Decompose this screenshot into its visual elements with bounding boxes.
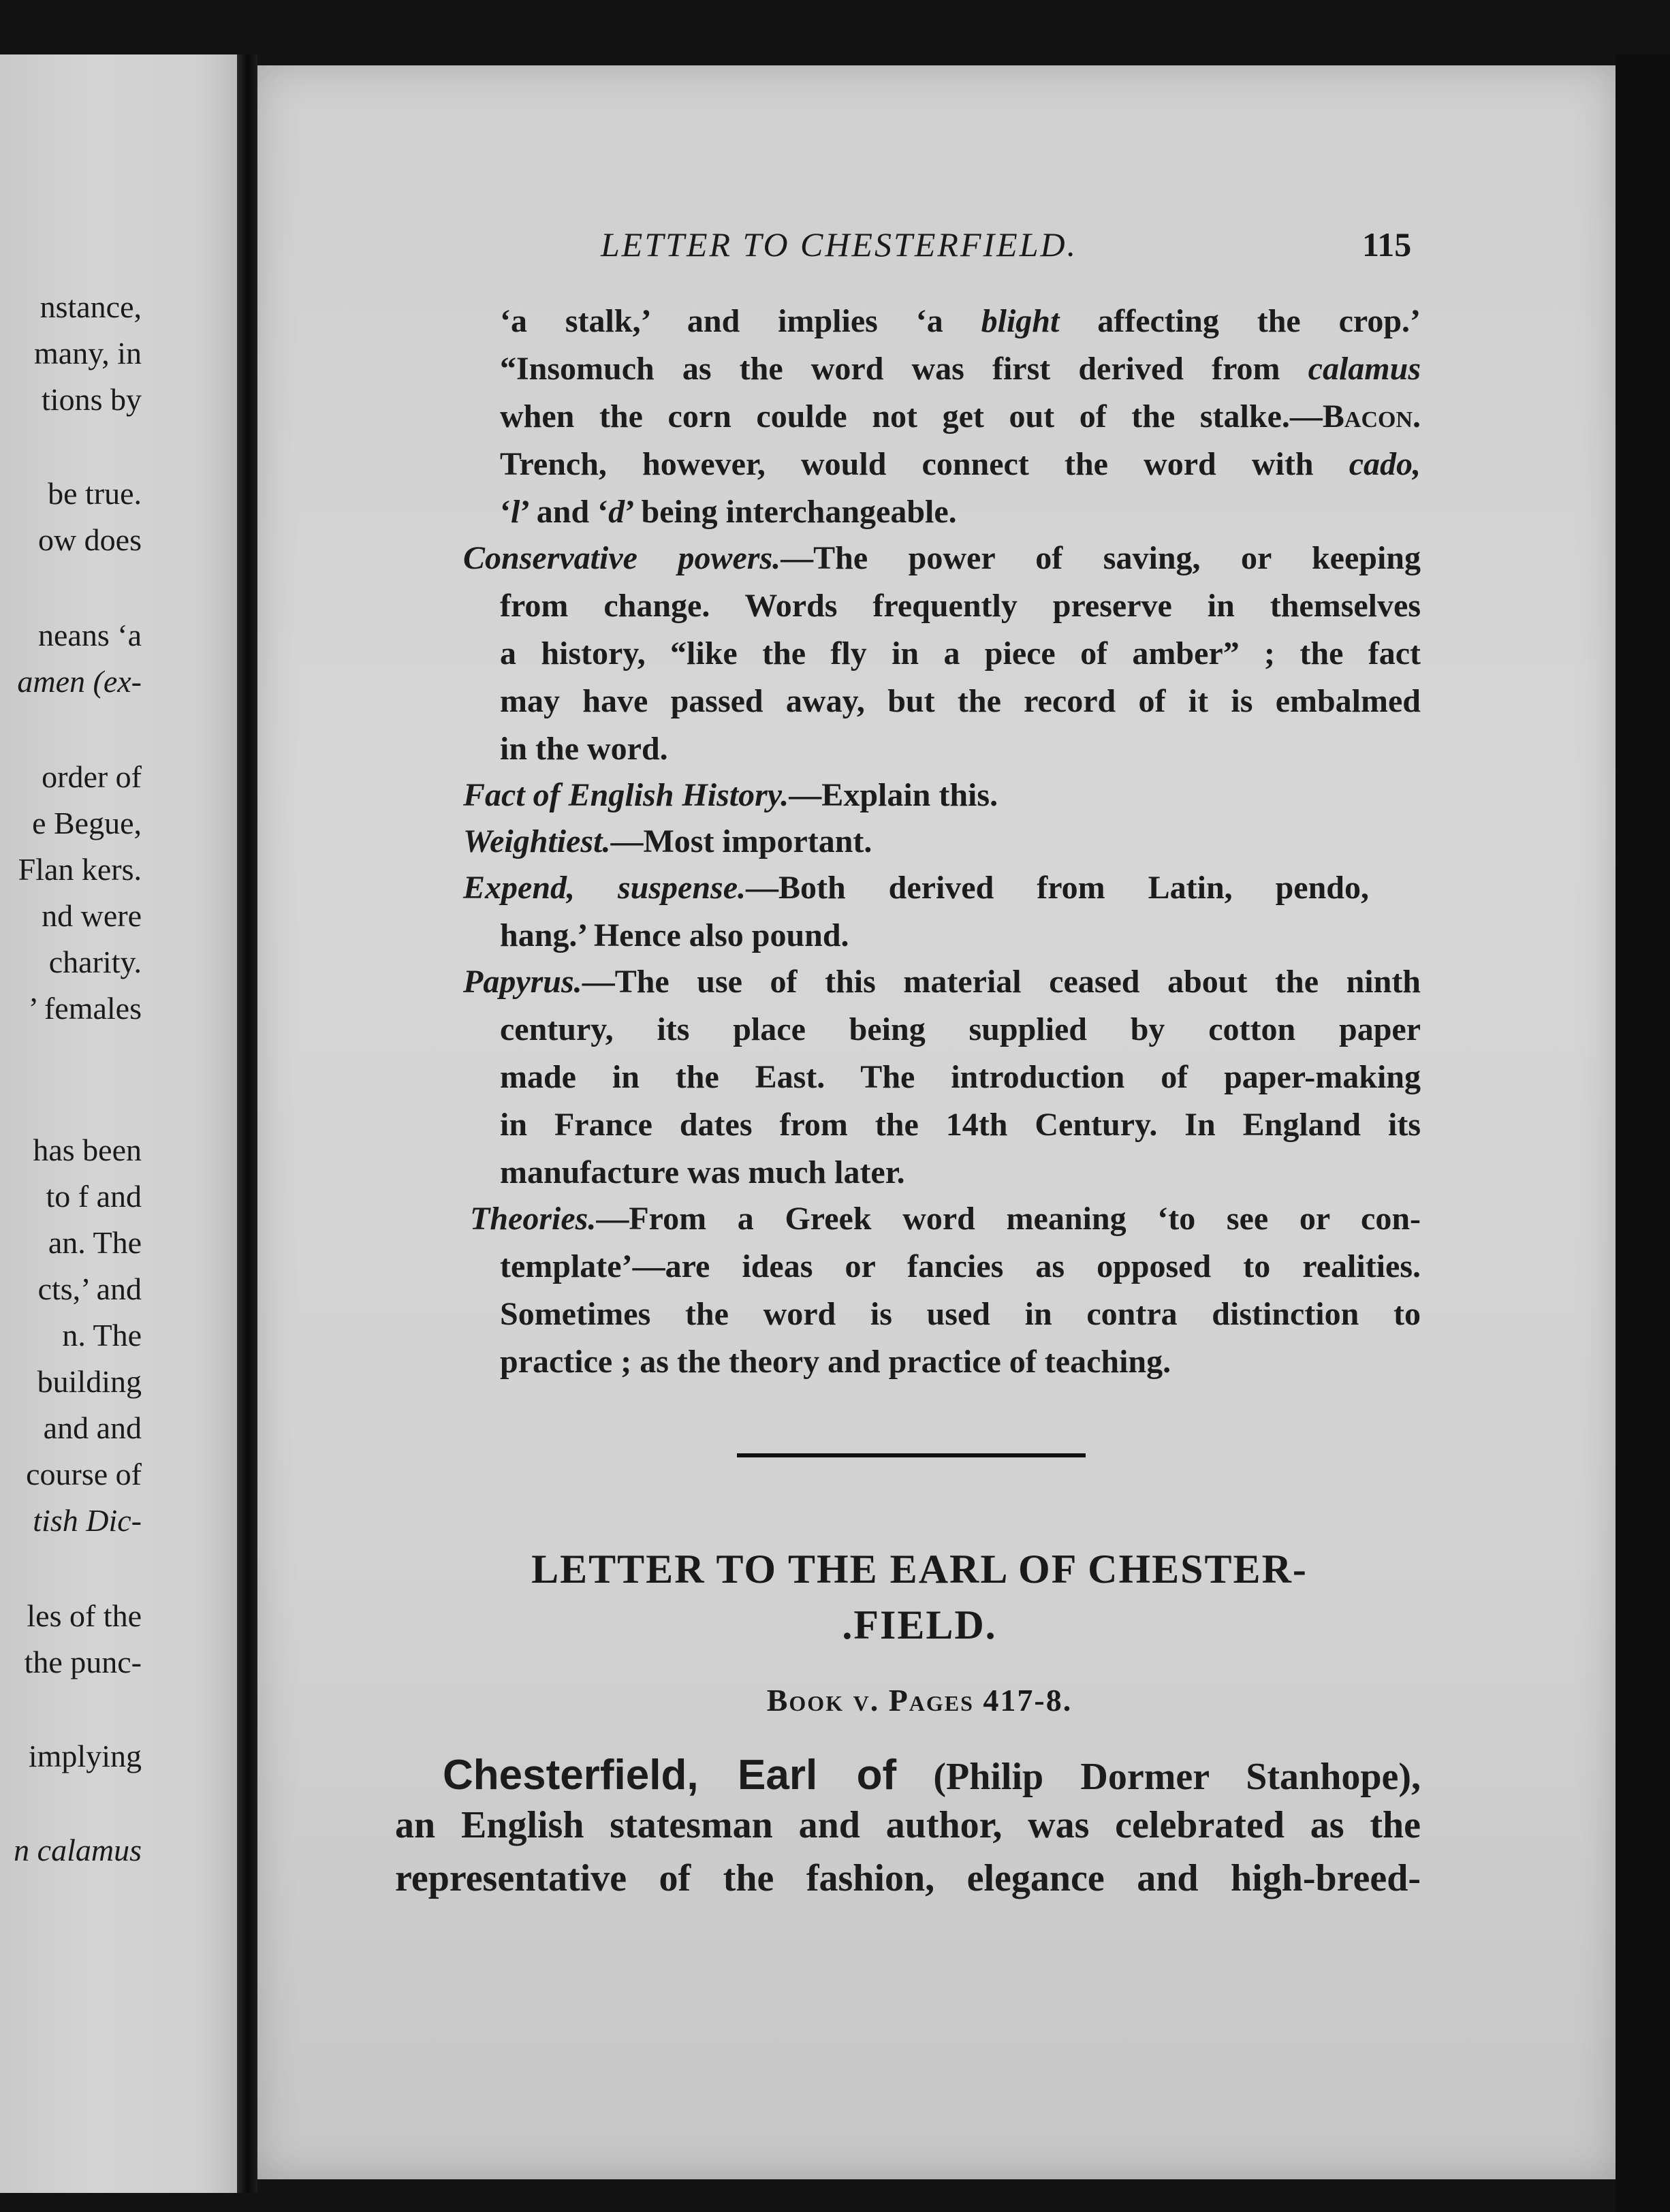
glossary-term: Expend, suspense. — [463, 870, 746, 906]
note-line: template’—are ideas or fancies as opposed to realities. — [500, 1248, 1421, 1284]
glossary-term: Fact of English History. — [463, 777, 789, 813]
left-fragment-line: n calamus — [14, 1833, 142, 1867]
glossary-entry-theories: Theories.—From a Greek word meaning ‘to see or con- — [470, 1201, 1421, 1237]
note-line: “Insomuch as the word was first derived from calamus — [500, 351, 1421, 387]
left-fragment-line: amen (ex- — [17, 664, 142, 699]
left-fragment-line: ow does — [37, 522, 142, 557]
left-fragment-line: ’ females — [28, 991, 142, 1026]
left-fragment-line: many, in — [34, 336, 142, 370]
glossary-entry-conservative: Conservative powers.—The power of saving, or keeping — [463, 540, 1421, 576]
section-title-continued: .FIELD. — [842, 1602, 997, 1647]
scan-border — [1616, 54, 1670, 2212]
left-fragment-line: Flan kers. — [18, 852, 142, 887]
glossary-term: Papyrus. — [463, 964, 582, 1000]
note-line: Sometimes the word is used in contra distinction to — [500, 1296, 1421, 1332]
note-line: ‘a stalk,’ and implies ‘a blight affecting the crop.’ — [500, 303, 1421, 339]
bio-headword: Chesterfield, Earl of — [443, 1752, 897, 1799]
running-head: LETTER TO CHESTERFIELD. — [601, 225, 1078, 264]
left-fragment-line: nstance, — [40, 289, 142, 324]
left-fragment-line: be true. — [48, 476, 142, 511]
left-fragment-line: e Begue, — [32, 806, 142, 840]
bio-paragraph-line: an English statesman and author, was celebrated as the — [395, 1804, 1421, 1846]
note-line: Trench, however, would connect the word with cado, — [500, 446, 1421, 482]
left-fragment-line: tish Dic- — [33, 1503, 142, 1538]
glossary-term: Weightiest. — [463, 823, 611, 859]
note-line: in France dates from the 14th Century. In England its — [500, 1107, 1421, 1143]
section-title: LETTER TO THE EARL OF CHESTER- — [531, 1547, 1308, 1592]
book-gutter — [237, 54, 257, 2193]
book-page-reference: Book v. Pages 417-8. — [766, 1683, 1073, 1718]
left-fragment-line: has been — [33, 1133, 142, 1167]
glossary-term: Conservative powers. — [463, 540, 781, 576]
left-fragment-line: building — [37, 1364, 142, 1399]
left-fragment-line: implying — [28, 1739, 142, 1773]
bio-paragraph-line: Chesterfield, Earl of (Philip Dormer Stanhope), — [443, 1752, 1421, 1799]
left-fragment-line: nd were — [42, 898, 142, 933]
left-fragment-line: cts,’ and — [37, 1271, 142, 1306]
glossary-entry-weightiest: Weightiest.—Most important. — [463, 823, 872, 859]
left-fragment-line: les of the — [27, 1598, 142, 1633]
glossary-entry-papyrus: Papyrus.—The use of this material ceased about the ninth — [463, 964, 1421, 1000]
left-fragment-line: course of — [26, 1457, 142, 1491]
note-line: manufacture was much later. — [500, 1154, 905, 1190]
note-line: hang.’ Hence also pound. — [500, 917, 849, 953]
left-fragment-line: the punc- — [24, 1645, 142, 1679]
glossary-term: Theories. — [470, 1201, 597, 1237]
note-line: ‘l’ and ‘d’ being interchangeable. — [500, 494, 957, 530]
note-line: a history, “like the fly in a piece of amber” ; the fact — [500, 635, 1421, 672]
note-line: from change. Words frequently preserve in themselves — [500, 588, 1421, 624]
left-fragment-line: neans ‘a — [38, 618, 142, 652]
note-line: practice ; as the theory and practice of teaching. — [500, 1344, 1171, 1380]
section-divider — [737, 1453, 1086, 1457]
left-fragment-line: n. The — [62, 1318, 142, 1353]
note-line: when the corn coulde not get out of the stalke.—Bacon. — [500, 398, 1421, 434]
bio-paragraph-line: representative of the fashion, elegance and high-breed- — [395, 1857, 1421, 1899]
left-fragment-line: tions by — [42, 382, 142, 417]
note-line: century, its place being supplied by cotton paper — [500, 1011, 1421, 1047]
note-line: may have passed away, but the record of it is embalmed — [500, 683, 1421, 719]
note-line: in the word. — [500, 731, 668, 767]
left-fragment-line: order of — [42, 759, 142, 794]
page-number: 115 — [1362, 225, 1412, 264]
left-fragment-line: charity. — [48, 945, 142, 979]
left-fragment-line: and and — [43, 1410, 142, 1445]
left-fragment-line: to f and — [46, 1179, 142, 1214]
glossary-entry-fact: Fact of English History.—Explain this. — [463, 777, 998, 813]
left-page-fragment — [0, 54, 237, 2193]
glossary-entry-expend: Expend, suspense.—Both derived from Latin, pendo, — [463, 870, 1369, 906]
left-fragment-line: an. The — [48, 1225, 142, 1260]
note-line: made in the East. The introduction of paper-making — [500, 1059, 1421, 1095]
